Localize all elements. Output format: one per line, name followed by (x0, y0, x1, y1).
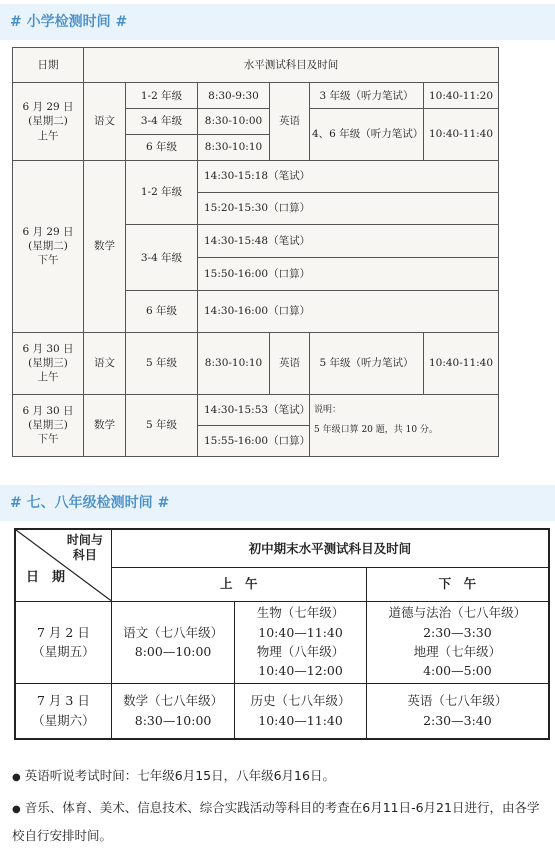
notes-list (12, 763, 547, 853)
subject-english: 英语 (270, 332, 310, 394)
exam-cell: 生物（七年级） 10:40—11:40 物理（八年级） 10:40—12:00 (235, 601, 366, 683)
subject-english: 英语 (270, 83, 310, 161)
date-cell: 6 月 29 日 (星期二) 下午 (13, 160, 84, 332)
exam-cell: 语文（七八年级） 8:00—10:00 (111, 601, 234, 683)
english-grade-cell: 3 年级（听力笔试） (310, 83, 424, 109)
list-item (12, 763, 547, 791)
bullet-icon: ● (12, 772, 21, 783)
time-cell: 8:30-10:00 (198, 109, 270, 135)
header-date: 日期 (13, 48, 84, 83)
subject-math: 数学 (84, 160, 126, 332)
list-item (12, 795, 547, 849)
middle-schedule-table (14, 528, 550, 738)
time-cell: 8:30-9:30 (198, 83, 270, 109)
grade-cell: 3-4 年级 (126, 225, 198, 291)
date-cell: 7 月 2 日 （星期五） (15, 601, 111, 683)
time-cell: 8:30-10:10 (198, 332, 270, 394)
english-grade-cell: 4、6 年级（听力笔试） (310, 109, 424, 161)
time-cell: 14:30-16:00（口算） (198, 291, 499, 332)
grade-cell: 5 年级 (126, 394, 198, 456)
corner-diagonal-cell (15, 529, 111, 601)
time-cell: 10:40-11:20 (424, 83, 499, 109)
section-title-middle: # 七、八年级检测时间 # (0, 485, 555, 521)
note-text: 音乐、体育、美术、信息技术、综合实践活动等科目的考查在6月11日-6月21日进行，由各学校自行安排时间。 (12, 800, 540, 843)
grade-cell: 6 年级 (126, 134, 198, 160)
english-grade-cell: 5 年级（听力笔试） (310, 332, 424, 394)
note-text: 英语听说考试时间：七年级6月15日，八年级6月16日。 (24, 768, 335, 783)
time-cell: 10:40-11:40 (424, 109, 499, 161)
header-subject-time: 水平测试科目及时间 (84, 48, 499, 83)
primary-schedule-table (12, 47, 498, 457)
time-cell: 14:30-15:53（笔试） (198, 394, 310, 425)
time-cell: 15:20-15:30（口算） (198, 192, 499, 224)
subject-math: 数学 (84, 394, 126, 456)
date-cell: 6 月 29 日 (星期二) 上午 (13, 83, 84, 161)
time-cell: 15:50-16:00（口算） (198, 258, 499, 291)
bullet-icon: ● (12, 804, 21, 815)
section-title-primary: # 小学检测时间 # (0, 4, 555, 40)
date-cell: 6 月 30 日 (星期三) 下午 (13, 394, 84, 456)
subject-chinese: 语文 (84, 332, 126, 394)
grade-cell: 1-2 年级 (126, 83, 198, 109)
note-cell (310, 394, 499, 456)
exam-cell: 道德与法治（七八年级） 2:30—3:30 地理（七年级） 4:00—5:00 (366, 601, 549, 683)
time-cell: 14:30-15:18（笔试） (198, 160, 499, 192)
subject-chinese: 语文 (84, 83, 126, 161)
note-text: 5 年级口算 20 题，共 10 分。 (314, 424, 438, 435)
exam-cell: 历史（七八年级） 10:40—11:40 (235, 683, 366, 739)
exam-cell: 数学（七八年级） 8:30—10:00 (111, 683, 234, 739)
note-label: 说明： (314, 404, 342, 415)
pm-header: 下 午 (366, 567, 549, 601)
grade-cell: 6 年级 (126, 291, 198, 332)
corner-top-label: 时间与 科目 (66, 533, 103, 562)
am-header: 上 午 (111, 567, 366, 601)
grade-cell: 3-4 年级 (126, 109, 198, 135)
time-cell: 14:30-15:48（笔试） (198, 225, 499, 258)
grade-cell: 1-2 年级 (126, 160, 198, 224)
middle-header: 初中期末水平测试科目及时间 (111, 529, 549, 567)
date-cell: 6 月 30 日 (星期三) 上午 (13, 332, 84, 394)
time-cell: 10:40-11:40 (424, 332, 499, 394)
exam-cell: 英语（七八年级） 2:30—3:40 (366, 683, 549, 739)
date-cell: 7 月 3 日 （星期六） (15, 683, 111, 739)
time-cell: 8:30-10:10 (198, 134, 270, 160)
time-cell: 15:55-16:00（口算） (198, 425, 310, 456)
corner-bottom-label: 日 期 (26, 570, 66, 586)
grade-cell: 5 年级 (126, 332, 198, 394)
